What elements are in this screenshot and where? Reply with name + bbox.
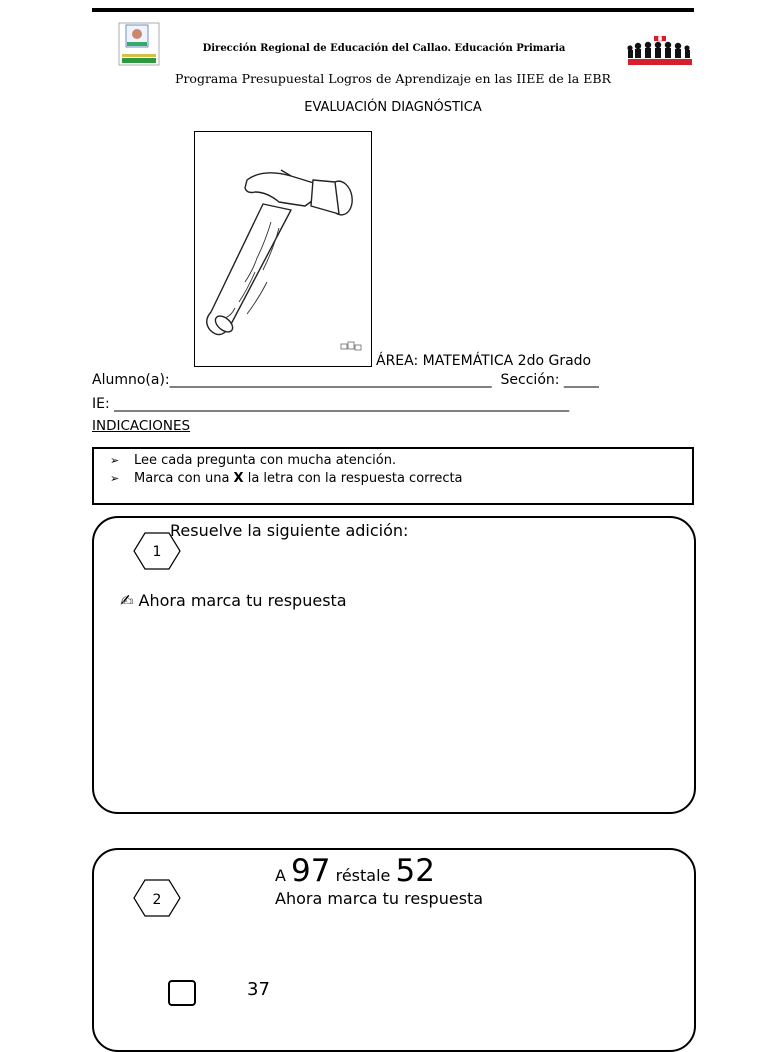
- writing-hand-icon: ✍: [120, 591, 134, 610]
- instruction-item: [110, 453, 396, 468]
- arrowhead-bullet-icon: ➢: [110, 454, 120, 467]
- area-label: ÁREA: MATEMÁTICA 2do Grado: [376, 353, 592, 369]
- peru-aprendizaje-logo: [624, 36, 696, 68]
- student-name-field[interactable]: Alumno(a):______________________________________________ Sección: _____: [92, 372, 599, 388]
- program-subtitle: Programa Presupuestal Logros de Aprendizaje en las IIEE de la EBR: [175, 71, 611, 86]
- instruction-item: [110, 471, 463, 486]
- question-2-number: 2: [152, 892, 162, 908]
- question-2-answer-prompt: Ahora marca tu respuesta: [275, 889, 484, 908]
- question-2-statement: [275, 853, 435, 889]
- question-1-number: 1: [152, 544, 162, 560]
- question-1-answer-prompt: [120, 591, 347, 610]
- instruction-text: la letra con la respuesta correcta: [243, 471, 463, 486]
- answer-prompt-text: Ahora marca tu respuesta: [138, 591, 347, 610]
- indicaciones-heading: INDICACIONES: [92, 418, 191, 434]
- question-2-minuend: 97: [291, 853, 331, 889]
- instruction-bold-x: X: [233, 471, 244, 486]
- question-2-verb: réstale: [335, 866, 391, 885]
- arrowhead-bullet-icon: ➢: [110, 472, 120, 485]
- question-2-number-badge: [133, 879, 181, 917]
- instruction-text: Lee cada pregunta con mucha atención.: [134, 453, 397, 468]
- hammer-icon: [195, 132, 371, 366]
- question-1-title: Resuelve la siguiente adición:: [170, 521, 409, 540]
- institution-title: Dirección Regional de Educación del Callao. Educación Primaria: [202, 43, 566, 54]
- option-checkbox[interactable]: [168, 980, 196, 1006]
- question-2-subtrahend: 52: [395, 853, 435, 889]
- evaluation-title: EVALUACIÓN DIAGNÓSTICA: [304, 100, 482, 115]
- instructions-box: [92, 447, 694, 505]
- question-1-box: [92, 516, 696, 814]
- question-2-prefix: A: [275, 866, 286, 885]
- top-rule: [92, 8, 694, 12]
- option-value: 37: [247, 979, 270, 1000]
- hammer-illustration: [194, 131, 372, 367]
- ie-field[interactable]: IE: _________________________________________________________________: [92, 396, 570, 412]
- instruction-text: Marca con una: [134, 471, 234, 486]
